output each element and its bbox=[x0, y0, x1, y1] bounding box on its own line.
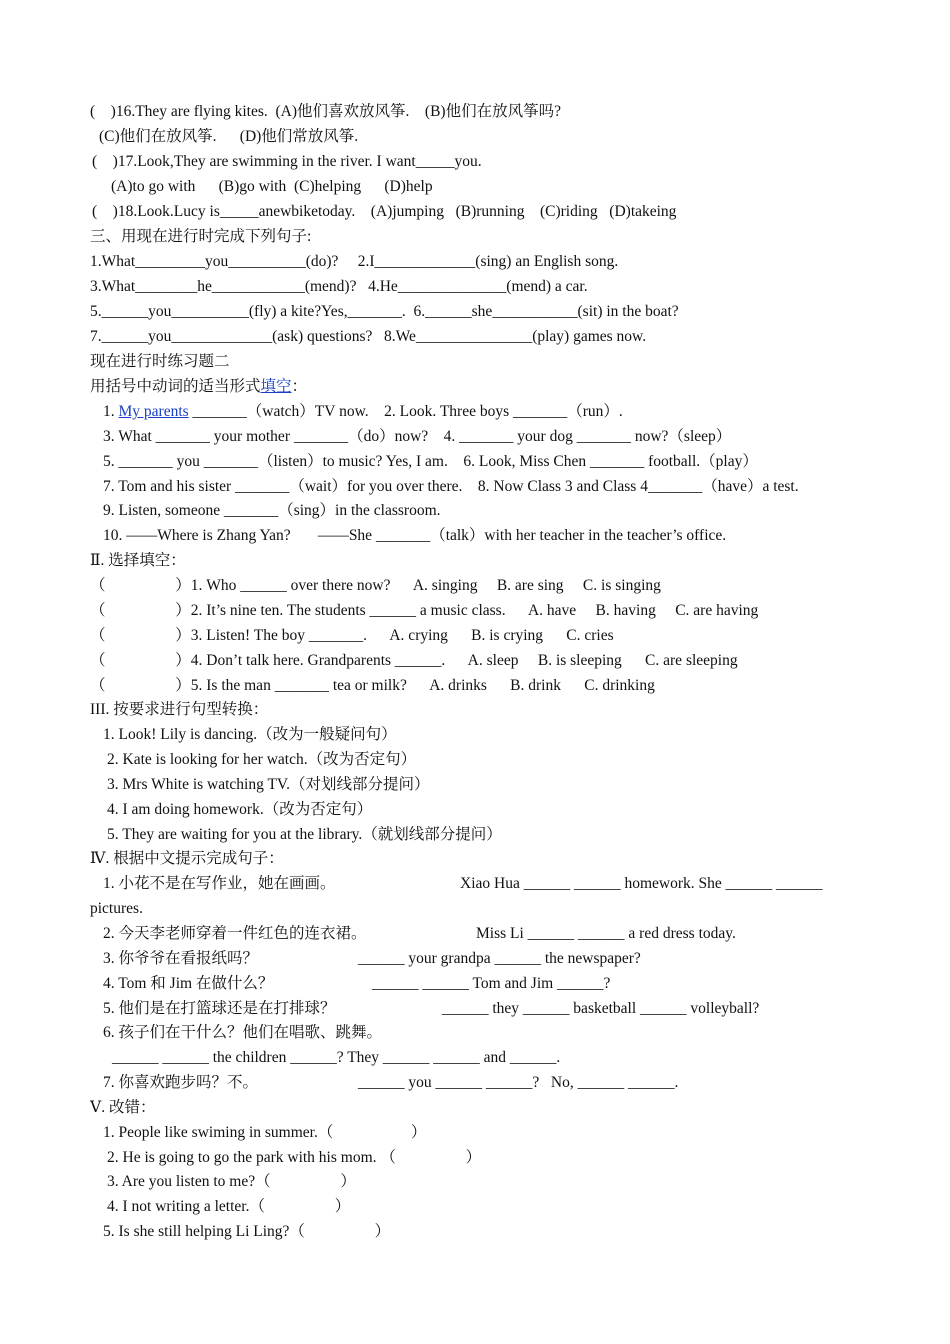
correction-line: 2. He is going to go the park with his mom. （ ） bbox=[107, 1149, 482, 1166]
instruction-line: 用括号中动词的适当形式填空： bbox=[90, 378, 308, 395]
exercise-line: 7. Tom and his sister _______（wait）for you over there. 8. Now Class 3 and Class 4_______（have）a test. bbox=[103, 478, 799, 495]
correction-line: 3. Are you listen to me?（ ） bbox=[107, 1173, 356, 1190]
transform-line: 1. Look! Lily is dancing.（改为一般疑问句） bbox=[103, 726, 397, 743]
english-blank: Xiao Hua ______ ______ homework. She ______ ______ bbox=[460, 875, 823, 892]
exercise-line: 3.What________he____________(mend)? 4.He______________(mend) a car. bbox=[90, 278, 588, 295]
exercise-line: 9. Listen, someone _______（sing）in the classroom. bbox=[103, 502, 441, 519]
question-16-options: (C)他们在放风筝. (D)他们常放风筝. bbox=[99, 128, 359, 145]
section-heading-3-roman: III. 按要求进行句型转换： bbox=[90, 701, 269, 718]
transform-line: 2. Kate is looking for her watch.（改为否定句） bbox=[107, 751, 417, 768]
choice-line: （ ）4. Don’t talk here. Grandparents ______. A. sleep B. is sleeping C. are sleeping bbox=[90, 652, 738, 669]
choice-line: （ ）5. Is the man _______ tea or milk? A. drinks B. drink C. drinking bbox=[90, 677, 655, 694]
english-blank: ______ your grandpa ______ the newspaper? bbox=[358, 950, 641, 967]
correction-line: 5. Is she still helping Li Ling?（ ） bbox=[103, 1223, 391, 1240]
choice-line: （ ）3. Listen! The boy _______. A. crying B. is crying C. cries bbox=[90, 627, 614, 644]
transform-line: 4. I am doing homework.（改为否定句） bbox=[107, 801, 373, 818]
chinese-prompt: 3. 你爷爷在看报纸吗？ bbox=[103, 950, 259, 967]
exercise-line: 10. ——Where is Zhang Yan? ——She _______（talk）with her teacher in the teacher’s office. bbox=[103, 527, 727, 544]
chinese-prompt: 2. 今天李老师穿着一件红色的连衣裙。 bbox=[103, 925, 367, 942]
section-heading-3: 三、用现在进行时完成下列句子: bbox=[90, 228, 312, 245]
exercise-line: 5. _______ you _______（listen）to music? Yes, I am. 6. Look, Miss Chen _______ football.（play） bbox=[103, 453, 758, 470]
exercise-line: 3. What _______ your mother _______（do）now? 4. _______ your dog _______ now?（sleep） bbox=[103, 428, 732, 445]
exercise-line: 5.______you__________(fly) a kite?Yes,_______. 6.______she___________(sit) in the boat? bbox=[90, 303, 679, 320]
question-16: ( )16.They are flying kites. (A)他们喜欢放风筝. (B)他们在放风筝吗? bbox=[90, 103, 561, 120]
correction-line: 1. People like swiming in summer.（ ） bbox=[103, 1124, 427, 1141]
worksheet-subtitle: 现在进行时练习题二 bbox=[90, 353, 230, 370]
exercise-line: 1.What_________you__________(do)? 2.I_____________(sing) an English song. bbox=[90, 253, 619, 270]
transform-line: 3. Mrs White is watching TV.（对划线部分提问） bbox=[107, 776, 430, 793]
english-blank: ______ you ______ ______? No, ______ ______. bbox=[358, 1074, 679, 1091]
exercise-line: 1. My parents _______（watch）TV now. 2. Look. Three boys _______（run）. bbox=[103, 403, 623, 420]
english-blank-wrap: pictures. bbox=[90, 900, 143, 917]
chinese-prompt: 7. 你喜欢跑步吗？不。 bbox=[103, 1074, 259, 1091]
english-blank: ______ ______ the children ______? They ______ ______ and ______. bbox=[112, 1049, 561, 1066]
section-heading-2: Ⅱ. 选择填空： bbox=[90, 552, 186, 569]
exercise-line: 7.______you_____________(ask) questions? 8.We_______________(play) games now. bbox=[90, 328, 647, 345]
chinese-prompt: 6. 孩子们在干什么？他们在唱歌、跳舞。 bbox=[103, 1024, 383, 1041]
english-blank: ______ ______ Tom and Jim ______? bbox=[372, 975, 611, 992]
choice-line: （ ）1. Who ______ over there now? A. singing B. are sing C. is singing bbox=[90, 577, 661, 594]
section-heading-5: Ⅴ. 改错： bbox=[90, 1099, 156, 1116]
correction-line: 4. I not writing a letter.（ ） bbox=[107, 1198, 351, 1215]
chinese-prompt: 4. Tom 和 Jim 在做什么？ bbox=[103, 975, 274, 992]
fill-blank-link[interactable]: 填空 bbox=[260, 378, 292, 395]
question-17-options: (A)to go with (B)go with (C)helping (D)help bbox=[111, 178, 433, 195]
choice-line: （ ）2. It’s nine ten. The students ______ a music class. A. have B. having C. are having bbox=[90, 602, 759, 619]
english-blank: ______ they ______ basketball ______ volleyball? bbox=[442, 1000, 760, 1017]
section-heading-4: Ⅳ. 根据中文提示完成句子： bbox=[90, 850, 284, 867]
english-blank: Miss Li ______ ______ a red dress today. bbox=[476, 925, 736, 942]
chinese-prompt: 1. 小花不是在写作业，她在画画。 bbox=[103, 875, 336, 892]
chinese-prompt: 5. 他们是在打篮球还是在打排球？ bbox=[103, 1000, 336, 1017]
transform-line: 5. They are waiting for you at the library.（就划线部分提问） bbox=[107, 826, 502, 843]
question-17: ( )17.Look,They are swimming in the river. I want_____you. bbox=[92, 153, 482, 170]
question-18: ( )18.Look.Lucy is_____anewbiketoday. (A)jumping (B)running (C)riding (D)takeing bbox=[92, 203, 677, 220]
my-parents-link[interactable]: My parents bbox=[118, 403, 189, 420]
